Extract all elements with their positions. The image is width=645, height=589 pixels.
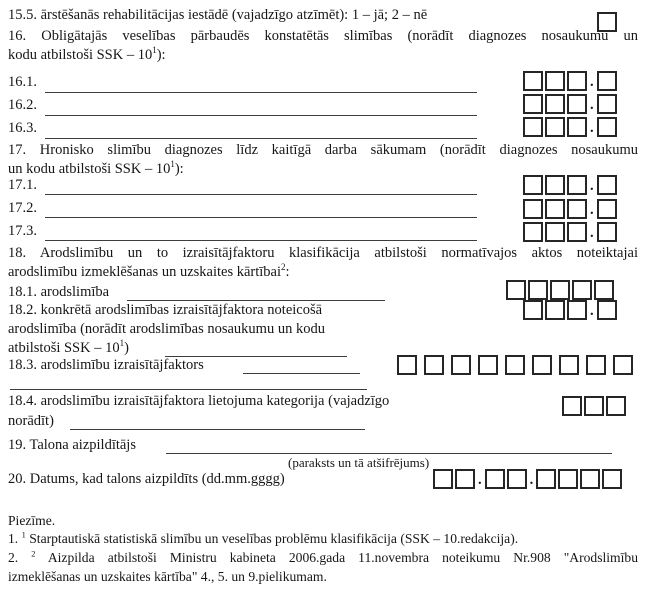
row-17-1-fill-line[interactable] xyxy=(45,177,477,195)
code-box[interactable] xyxy=(597,71,617,91)
row-17-3-fill-line[interactable] xyxy=(45,223,477,241)
section-16-line2-tail: ): xyxy=(156,47,166,63)
superscript-2: 2 xyxy=(281,262,286,273)
code-box[interactable] xyxy=(545,222,565,242)
row-16-1-fill-line[interactable] xyxy=(45,74,477,93)
section-16-line1: 16. Obligātajās veselības pārbaudēs konstatētās slimības (norādīt diagnozes nosaukumu un xyxy=(8,28,638,44)
row-16-3-fill-line[interactable] xyxy=(45,120,477,139)
row-17-3-label: 17.3. xyxy=(8,223,37,239)
decimal-separator-dot: . xyxy=(590,74,594,90)
code-box[interactable] xyxy=(545,117,565,137)
code-box[interactable] xyxy=(580,469,600,489)
row-17-2-label: 17.2. xyxy=(8,200,37,216)
row-17-3-box-group xyxy=(523,222,619,242)
code-box[interactable] xyxy=(523,300,543,320)
code-box[interactable] xyxy=(597,222,617,242)
code-box[interactable] xyxy=(606,396,626,416)
code-box[interactable] xyxy=(597,300,617,320)
code-box[interactable] xyxy=(550,280,570,300)
footnote-1-text: Starptautiskā statistiskā slimību un veselības problēmu klasifikācija (SSK – 10.redakcija). xyxy=(25,531,519,546)
row-16-3-box-group xyxy=(523,117,619,137)
section-17-heading xyxy=(8,141,638,179)
code-box[interactable] xyxy=(545,94,565,114)
decimal-separator-dot: . xyxy=(590,97,594,113)
footnote-1-number: 1. xyxy=(8,531,19,546)
superscript-1: 1 xyxy=(119,338,125,349)
decimal-separator-dot: . xyxy=(590,303,594,319)
code-box[interactable] xyxy=(523,222,543,242)
code-box[interactable] xyxy=(485,469,505,489)
code-box[interactable] xyxy=(559,355,579,375)
item-19-signature-hint: (paraksts un tā atšifrējums) xyxy=(288,455,430,470)
code-box[interactable] xyxy=(567,222,587,242)
section-16-heading xyxy=(8,27,638,65)
code-box[interactable] xyxy=(455,469,475,489)
code-box[interactable] xyxy=(528,280,548,300)
section-16-line2-text: kodu atbilstoši SSK – 10 xyxy=(8,47,153,63)
row-16-1-box-group xyxy=(523,71,619,91)
row-16-2-box-group xyxy=(523,94,619,114)
item-18-2-line3-tail: ) xyxy=(124,340,129,356)
code-box[interactable] xyxy=(523,175,543,195)
code-box[interactable] xyxy=(567,300,587,320)
item-18-2-line3 xyxy=(8,340,129,357)
code-box[interactable] xyxy=(506,280,526,300)
item-20-date-box-group xyxy=(433,469,624,489)
section-16-line2 xyxy=(8,46,638,65)
code-box[interactable] xyxy=(545,71,565,91)
footnote-2-text1: Aizpilda atbilstoši Ministru kabineta 2006.gada 11.novembra noteikumu Nr.908 "Arodslimību xyxy=(35,550,639,565)
item-18-4-fill-line[interactable] xyxy=(70,413,365,430)
section-17-line2-text: un kodu atbilstoši SSK – 10 xyxy=(8,161,171,177)
code-box[interactable] xyxy=(594,280,614,300)
code-box[interactable] xyxy=(567,94,587,114)
code-box[interactable] xyxy=(597,117,617,137)
superscript-1: 1 xyxy=(152,45,157,56)
code-box[interactable] xyxy=(597,175,617,195)
decimal-separator-dot: . xyxy=(590,225,594,241)
item-18-3-label: 18.3. arodslimību izraisītājfaktors xyxy=(8,357,204,373)
superscript-2: 2 xyxy=(31,548,36,559)
code-box[interactable] xyxy=(597,199,617,219)
code-box[interactable] xyxy=(597,94,617,114)
section-18-heading xyxy=(8,244,638,282)
code-box[interactable] xyxy=(567,117,587,137)
decimal-separator-dot: . xyxy=(590,178,594,194)
code-box[interactable] xyxy=(545,199,565,219)
code-box[interactable] xyxy=(562,396,582,416)
code-box[interactable] xyxy=(584,396,604,416)
item-18-1-fill-line[interactable] xyxy=(127,284,385,301)
code-box[interactable] xyxy=(572,280,592,300)
code-box[interactable] xyxy=(567,71,587,91)
item-18-1-box-group xyxy=(506,280,616,300)
decimal-separator-dot: . xyxy=(478,472,482,488)
item-18-2-box-group xyxy=(523,300,619,320)
row-16-1-label: 16.1. xyxy=(8,74,37,90)
item-18-3-continuation-line[interactable] xyxy=(10,371,367,390)
code-box[interactable] xyxy=(451,355,471,375)
code-box[interactable] xyxy=(545,300,565,320)
row-17-1-box-group xyxy=(523,175,619,195)
code-box[interactable] xyxy=(397,355,417,375)
code-box[interactable] xyxy=(424,355,444,375)
code-box[interactable] xyxy=(523,199,543,219)
row-16-2-fill-line[interactable] xyxy=(45,97,477,116)
item-18-4-line1: 18.4. arodslimību izraisītājfaktora lietojuma kategorija (vajadzīgo xyxy=(8,393,390,409)
code-box[interactable] xyxy=(602,469,622,489)
row-16-2-label: 16.2. xyxy=(8,97,37,113)
footnote-2 xyxy=(8,549,638,586)
row-17-2-box-group xyxy=(523,199,619,219)
item-20-label: 20. Datums, kad talons aizpildīts (dd.mm.gggg) xyxy=(8,471,285,487)
decimal-separator-dot: . xyxy=(590,202,594,218)
item-18-2-line1: 18.2. konkrētā arodslimības izraisītājfaktora noteicošā xyxy=(8,302,323,318)
code-box[interactable] xyxy=(523,94,543,114)
item-15-5-text: 15.5. ārstēšanās rehabilitācijas iestādē (vajadzīgo atzīmēt): 1 – jā; 2 – nē xyxy=(8,7,428,23)
item-19-label: 19. Talona aizpildītājs xyxy=(8,437,136,453)
decimal-separator-dot: . xyxy=(590,120,594,136)
code-box[interactable] xyxy=(545,175,565,195)
item-18-2-fill-line[interactable] xyxy=(165,340,347,357)
item-18-1-label: 18.1. arodslimība xyxy=(8,284,110,300)
row-17-1-label: 17.1. xyxy=(8,177,37,193)
code-box[interactable] xyxy=(567,199,587,219)
code-box[interactable] xyxy=(558,469,578,489)
code-box[interactable] xyxy=(505,355,525,375)
code-box[interactable] xyxy=(507,469,527,489)
code-box[interactable] xyxy=(567,175,587,195)
section-18-line2-tail: : xyxy=(285,264,290,280)
footnote-2-line2: izmeklēšanas un uzskaites kārtība" 4., 5. un 9.pielikumam. xyxy=(8,568,327,584)
code-box[interactable] xyxy=(613,355,633,375)
item-18-2-line3-text: atbilstoši SSK – 10 xyxy=(8,340,120,356)
superscript-1: 1 xyxy=(170,159,175,170)
section-18-line2-text: arodslimību izmeklēšanas un uzskaites kārtībai xyxy=(8,264,282,280)
item-18-4-line2: norādīt) xyxy=(8,413,54,429)
footnote-2-line1 xyxy=(8,549,638,568)
footnote-1 xyxy=(8,531,518,547)
code-box[interactable] xyxy=(532,355,552,375)
item-18-3-box-group xyxy=(397,355,640,375)
row-17-2-fill-line[interactable] xyxy=(45,200,477,218)
section-17-line2-tail: ): xyxy=(174,161,184,177)
decimal-separator-dot: . xyxy=(529,472,534,488)
item-19-fill-line[interactable] xyxy=(166,437,612,454)
code-box[interactable] xyxy=(433,469,453,489)
item-18-2-line2: arodslimība (norādīt arodslimības nosaukumu un kodu xyxy=(8,321,325,337)
item-18-4-box-group xyxy=(562,396,628,416)
footnote-2-number: 2. xyxy=(8,550,19,565)
superscript-1: 1 xyxy=(21,529,26,540)
section-18-line1: 18. Arodslimību un to izraisītājfaktoru klasifikācija atbilstoši normatīvajos aktos noteiktajai xyxy=(8,245,638,261)
code-box[interactable] xyxy=(478,355,498,375)
code-box[interactable] xyxy=(536,469,556,489)
notes-title: Piezīme. xyxy=(8,513,56,528)
code-box[interactable] xyxy=(523,117,543,137)
section-17-line1: 17. Hronisko slimību diagnozes līdz kaitīgā darba sākumam (norādīt diagnozes nosaukumu xyxy=(8,142,638,158)
code-box[interactable] xyxy=(523,71,543,91)
row-16-3-label: 16.3. xyxy=(8,120,37,136)
code-box[interactable] xyxy=(586,355,606,375)
